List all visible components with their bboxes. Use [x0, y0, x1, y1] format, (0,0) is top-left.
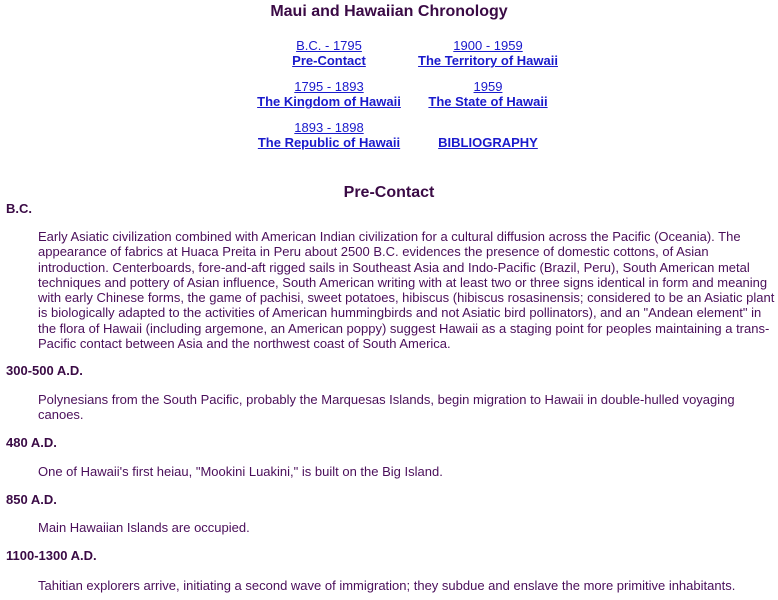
nav-item-territory [388, 38, 588, 68]
nav-link-state-dates[interactable]: 1959 [473, 79, 503, 94]
entry-text: One of Hawaii's first heiau, "Mookini Luakini," is built on the Big Island. [38, 464, 443, 479]
nav-link-state[interactable]: The State of Hawaii [428, 94, 548, 109]
entry-text: Tahitian explorers arrive, initiating a second wave of immigration; they subdue and enslave the more primitive inhabitants. [38, 578, 736, 593]
entry-period: 1100-1300 A.D. [6, 548, 97, 563]
nav-item-state [388, 79, 588, 109]
entry-period: 850 A.D. [6, 492, 57, 507]
entry-text: Main Hawaiian Islands are occupied. [38, 520, 250, 535]
nav-link-pre-contact[interactable]: Pre-Contact [292, 53, 366, 68]
nav-link-kingdom-dates[interactable]: 1795 - 1893 [294, 79, 364, 94]
entry-period: 480 A.D. [6, 435, 57, 450]
entry-period: 300-500 A.D. [6, 363, 83, 378]
nav-link-republic-dates[interactable]: 1893 - 1898 [294, 120, 364, 135]
entry-text: Polynesians from the South Pacific, probably the Marquesas Islands, begin migration to Hawaii in double-hulled voyaging canoes. [38, 392, 735, 423]
section-title: Pre-Contact [343, 184, 435, 202]
nav-item-bibliography [388, 135, 588, 150]
page-title: Maui and Hawaiian Chronology [270, 3, 508, 20]
nav-link-territory[interactable]: The Territory of Hawaii [418, 53, 558, 68]
nav-link-republic[interactable]: The Republic of Hawaii [257, 135, 401, 150]
nav-link-kingdom[interactable]: The Kingdom of Hawaii [257, 94, 401, 109]
nav-link-territory-dates[interactable]: 1900 - 1959 [453, 38, 523, 53]
nav-link-bibliography[interactable]: BIBLIOGRAPHY [438, 135, 538, 150]
nav-link-pre-contact-dates[interactable]: B.C. - 1795 [296, 38, 362, 53]
entry-text: Early Asiatic civilization combined with American Indian civilization for a cultural diffusion across the Pacific (Oceania). The appearance of fabrics at Huaca Preita in Peru about 2500 B.C. evidences the presence of domestic cottons, of Asian introduction. Centerboards, fore-and-aft rigged sails in Southeast Asia and Indo-Pacific (Brazil, Peru), South American metal techniques and pottery of Asian influence, South American writing with at least two or three signs identical in form and meaning with early Chinese forms, the game of pachisi, sweet potatoes, hibiscus (hibiscus rosasinensis; considered to be an Asiatic plant is biologically adapted to the activities of American hummingbirds and not Asiatic bird pollinators), and an "Andean element" in the flora of Hawaii (including argemone, an American poppy) suggest Hawaii as a staging point for peoples maintaining a trans-Pacific contact between Asia and the northwest coast of South America. [38, 229, 775, 352]
entry-period: B.C. [6, 201, 32, 216]
